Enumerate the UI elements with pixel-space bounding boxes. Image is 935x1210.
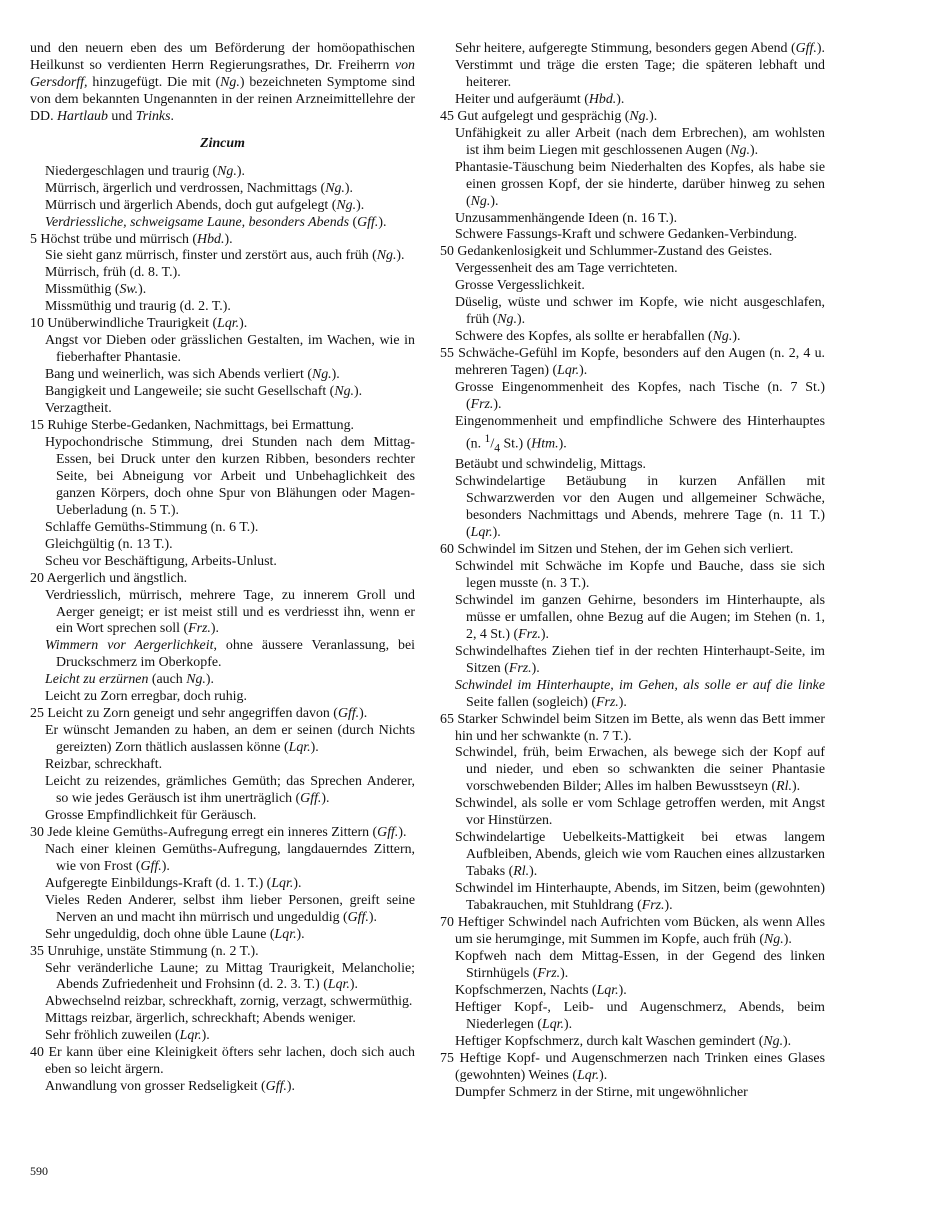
symptom-entry: 20 Aergerlich und ängstlich. xyxy=(30,570,188,586)
symptom-entry: Verzagtheit. xyxy=(45,401,112,417)
symptom-entry: Heiter und aufgeräumt (Hbd.). xyxy=(455,91,625,107)
symptom-entry: Kopfschmerzen, Nachts (Lqr.). xyxy=(455,982,627,998)
symptom-entry: Schwindelartige Betäubung in kurzen Anfällen mit Schwarzwerden vor den Augen und allgemeiner Schwäche, besonders Nachmittags und Abends, mehrere Tage (n. 11 T.) (Lqr.). xyxy=(455,474,825,541)
symptom-entry: Leicht zu reizendes, grämliches Gemüth; das Sprechen Anderer, so wie jedes Geräusch ist ihm unerträglich (Gff.). xyxy=(45,774,415,806)
page-number: 590 xyxy=(30,1164,48,1178)
symptom-entry: Wimmern vor Aergerlichkeit, ohne äussere Veranlassung, bei Druckschmerz im Oberkopfe. xyxy=(45,638,416,671)
symptom-entry: Mürrisch, ärgerlich und verdrossen, Nachmittags (Ng.). xyxy=(45,180,353,196)
symptom-entry: Bangigkeit und Langeweile; sie sucht Gesellschaft (Ng.). xyxy=(45,384,363,400)
symptom-entry: Schwindel mit Schwäche im Kopfe und Bauche, dass sie sich legen musste (n. 3 T.). xyxy=(455,559,825,591)
section-heading: Zincum xyxy=(200,135,245,151)
symptom-entry: Missmüthig und traurig (d. 2. T.). xyxy=(45,299,231,315)
symptom-entry: Hypochondrische Stimmung, drei Stunden nach dem Mittag-Essen, bei Druck unter den kurzen Ribben, besonders rechter Seite, bei Abneigung vor Arbeit und Unbehaglichkeit des ganzen Körpers, doch ohne Spur von Blähungen oder Magen-Ueberladung (n. 5 T.). xyxy=(45,434,415,518)
symptom-entry: Bang und weinerlich, was sich Abends verliert (Ng.). xyxy=(45,367,340,383)
symptom-entry: Schwindelartige Uebelkeits-Mattigkeit bei etwas langem Aufbleiben, Abends, gleich wie vom Rauchen eines allzustarken Tabaks (Rl.). xyxy=(455,830,825,880)
symptom-entry: Reizbar, schreckhaft. xyxy=(45,757,163,773)
symptom-entry: 15 Ruhige Sterbe-Gedanken, Nachmittags, bei Ermattung. xyxy=(30,418,355,434)
symptom-entry: Grosse Empfindlichkeit für Geräusch. xyxy=(45,807,257,823)
symptom-entry: 75 Heftige Kopf- und Augenschmerzen nach Trinken eines Glases (gewohnten) Weines (Lqr.). xyxy=(440,1050,825,1083)
symptom-entry: Scheu vor Beschäftigung, Arbeits-Unlust. xyxy=(45,553,277,569)
symptom-entry: Vieles Reden Anderer, selbst ihm lieber Personen, greift seine Nerven an und macht ihn mürrisch und ungeduldig (Gff.). xyxy=(45,892,415,925)
symptom-entry: Schwindel, früh, beim Erwachen, als bewege sich der Kopf auf und nieder, und eben so schwankten die seiner Phantasie vorschwebenden Bilder; Alles im halben Bewusstseyn (Rl.). xyxy=(455,745,825,795)
symptom-entry: Sehr fröhlich zuweilen (Lqr.). xyxy=(45,1028,210,1044)
symptom-entry: 60 Schwindel im Sitzen und Stehen, der im Gehen sich verliert. xyxy=(440,542,794,558)
symptom-entry: Angst vor Dieben oder grässlichen Gestalten, im Wachen, wie in fieberhafter Phantasie. xyxy=(45,333,415,366)
symptom-entry: Mürrisch und ärgerlich Abends, doch gut aufgelegt (Ng.). xyxy=(45,197,365,213)
symptom-entry: Grosse Vergesslichkeit. xyxy=(455,278,585,294)
symptom-entry: Schwindel im Hinterhaupte, im Gehen, als solle er auf die linke Seite fallen (sogleich) (Frz.). xyxy=(455,677,825,710)
symptom-entry: 70 Heftiger Schwindel nach Aufrichten vom Bücken, als wenn Alles um sie herumginge, mit Summen im Kopfe, auch früh (Ng.). xyxy=(440,915,825,947)
symptom-entry: Leicht zu erzürnen (auch Ng.). xyxy=(45,672,214,688)
symptom-entry: Grosse Eingenommenheit des Kopfes, nach Tische (n. 7 St.) (Frz.). xyxy=(455,380,825,413)
symptom-entry: 5 Höchst trübe und mürrisch (Hbd.). xyxy=(30,231,233,247)
symptom-entry: 45 Gut aufgelegt und gesprächig (Ng.). xyxy=(440,108,658,124)
symptom-entry: Mittags reizbar, ärgerlich, schreckhaft; Abends weniger. xyxy=(45,1011,356,1027)
left-symptom-list xyxy=(30,164,415,1096)
symptom-entry: Aufgeregte Einbildungs-Kraft (d. 1. T.) (Lqr.). xyxy=(45,875,302,891)
symptom-entry: Betäubt und schwindelig, Mittags. xyxy=(455,457,646,473)
symptom-entry: Dumpfer Schmerz in der Stirne, mit ungewöhnlicher xyxy=(455,1084,748,1100)
symptom-entry: Eingenommenheit und empfindliche Schwere des Hinterhauptes (n. $^1/_4$ St.) (Htm.). xyxy=(455,413,825,455)
symptom-entry: Er wünscht Jemanden zu haben, an dem er seinen (durch Nichts gereizten) Zorn thätlich auslassen könne (Lqr.). xyxy=(45,723,415,756)
symptom-entry: Leicht zu Zorn erregbar, doch ruhig. xyxy=(45,689,247,705)
symptom-entry: 65 Starker Schwindel beim Sitzen im Bette, als wenn das Bett immer hin und her schwankte (n. 7 T.). xyxy=(440,711,825,744)
symptom-entry: Vergessenheit des am Tage verrichteten. xyxy=(455,261,678,277)
symptom-entry: Heftiger Kopfschmerz, durch kalt Waschen gemindert (Ng.). xyxy=(455,1033,792,1049)
symptom-entry: 10 Unüberwindliche Traurigkeit (Lqr.). xyxy=(30,316,248,332)
symptom-entry: Kopfweh nach dem Mittag-Essen, in der Gegend des linken Stirnhügels (Frz.). xyxy=(455,948,825,981)
symptom-entry: Schlaffe Gemüths-Stimmung (n. 6 T.). xyxy=(45,519,259,535)
symptom-entry: Düselig, wüste und schwer im Kopfe, wie nicht ausgeschlafen, früh (Ng.). xyxy=(455,295,825,328)
symptom-entry: Sehr veränderliche Laune; zu Mittag Traurigkeit, Melancholie; Abends Zufriedenheit und Frohsinn (d. 2. 3. T.) (Lqr.). xyxy=(45,960,415,993)
symptom-entry: Heftiger Kopf-, Leib- und Augenschmerz, Abends, beim Niederlegen (Lqr.). xyxy=(455,999,825,1032)
symptom-entry: Gleichgültig (n. 13 T.). xyxy=(45,536,173,552)
symptom-entry: 50 Gedankenlosigkeit und Schlummer-Zustand des Geistes. xyxy=(440,244,773,260)
symptom-entry: 40 Er kann über eine Kleinigkeit öfters sehr lachen, doch sich auch eben so leicht ärgern. xyxy=(30,1045,415,1078)
symptom-entry: Nach einer kleinen Gemüths-Aufregung, langdauerndes Zittern, wie von Frost (Gff.). xyxy=(45,841,415,874)
symptom-entry: Schwindel, als solle er vom Schlage getroffen werden, mit Angst vor Hinstürzen. xyxy=(455,796,825,829)
symptom-entry: Phantasie-Täuschung beim Niederhalten des Kopfes, als habe sie einen grossen Kopf, der sie hinderte, darüber hinweg zu sehen (Ng.). xyxy=(455,159,825,209)
symptom-entry: Verdriesslich, mürrisch, mehrere Tage, zu innerem Groll und Aerger geneigt; er ist meist still und es verdriesst ihn, wenn er ein Wort sprechen soll (Frz.). xyxy=(45,587,415,637)
intro-paragraph: und den neuern eben des um Beförderung der homöopathischen Heilkunst so verdienten Herrn Regierungsrathes, Dr. Freiherrn von Gersdorff, hinzugefügt. Die mit (Ng.) bezeichneten Symptome sind von dem bekannten Ungenannten in der reinen Arzneimittellehre der DD. Hartlaub und Trinks. xyxy=(30,41,415,124)
symptom-entry: Mürrisch, früh (d. 8. T.). xyxy=(45,265,181,281)
symptom-entry: Schwindelhaftes Ziehen tief in der rechten Hinterhaupt-Seite, im Sitzen (Frz.). xyxy=(455,643,825,676)
symptom-entry: Schwere des Kopfes, als sollte er herabfallen (Ng.). xyxy=(455,329,741,345)
symptom-entry: Schwere Fassungs-Kraft und schwere Gedanken-Verbindung. xyxy=(455,227,798,243)
symptom-entry: Sehr heitere, aufgeregte Stimmung, besonders gegen Abend (Gff.). xyxy=(455,41,825,56)
symptom-entry: Verstimmt und träge die ersten Tage; die späteren lebhaft und heiterer. xyxy=(455,57,825,90)
symptom-entry: 25 Leicht zu Zorn geneigt und sehr angegriffen davon (Gff.). xyxy=(30,706,368,722)
symptom-entry: Sie sieht ganz mürrisch, finster und zerstört aus, auch früh (Ng.). xyxy=(45,248,405,264)
symptom-entry: Abwechselnd reizbar, schreckhaft, zornig, verzagt, schwermüthig. xyxy=(45,994,413,1010)
symptom-entry: Anwandlung von grosser Redseligkeit (Gff.). xyxy=(45,1079,296,1095)
symptom-entry: 35 Unruhige, unstäte Stimmung (n. 2 T.). xyxy=(30,943,259,959)
symptom-entry: Unzusammenhängende Ideen (n. 16 T.). xyxy=(455,210,678,226)
left-column xyxy=(30,41,415,1096)
right-column xyxy=(440,41,825,1102)
symptom-entry: Sehr ungeduldig, doch ohne üble Laune (Lqr.). xyxy=(45,926,305,942)
symptom-entry: Schwindel im Hinterhaupte, Abends, im Sitzen, beim (gewohnten) Tabakrauchen, mit Stuhldrang (Frz.). xyxy=(455,881,825,914)
symptom-entry: 30 Jede kleine Gemüths-Aufregung erregt ein inneres Zittern (Gff.). xyxy=(30,824,407,840)
symptom-entry: Verdriessliche, schweigsame Laune, besonders Abends (Gff.). xyxy=(45,214,387,230)
right-symptom-list xyxy=(440,41,825,1102)
symptom-entry: Schwindel im ganzen Gehirne, besonders im Hinterhaupte, als müsse er umfallen, ohne Bezug auf die Augen; im Stehen (n. 1, 2, 4 St.) (Frz.). xyxy=(455,592,825,642)
symptom-entry: 55 Schwäche-Gefühl im Kopfe, besonders auf den Augen (n. 2, 4 u. mehreren Tagen) (Lqr.). xyxy=(440,346,825,379)
symptom-entry: Niedergeschlagen und traurig (Ng.). xyxy=(45,163,245,179)
symptom-entry: Missmüthig (Sw.). xyxy=(45,282,147,298)
symptom-entry: Unfähigkeit zu aller Arbeit (nach dem Erbrechen), am wohlsten ist ihm beim Liegen mit geschlossenen Augen (Ng.). xyxy=(455,125,825,158)
